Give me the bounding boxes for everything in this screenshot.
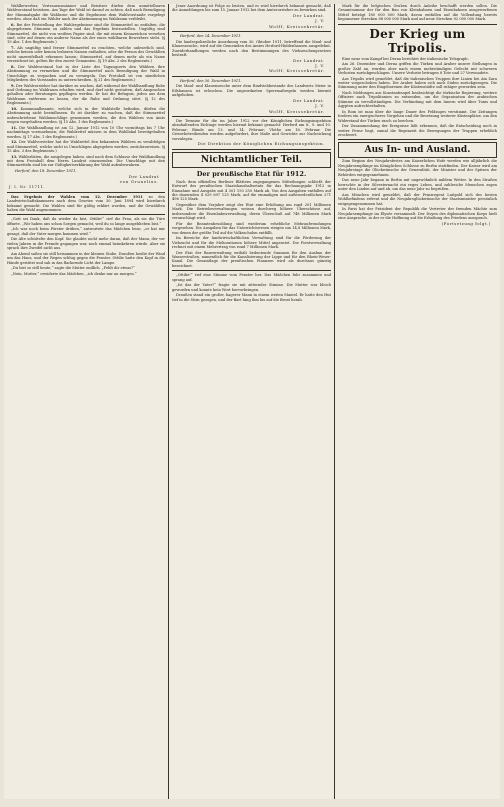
regulation-item: 11. Die Wahlhandlung ist am 12. Januar 1912 von 10 Uhr vormittags bis 7 Uhr nachmittags vorzunehmen; die Wahlzettel müssen in dem Wahllokal bereitgehalten werden. (§ 17 Abs. 1 des Reglements.)	[7, 125, 165, 139]
notice-paragraph: Die landespolizeiliche Anordnung vom 30. Oktober 1911, betreffend die Maul- und Klauenseuche, wird auf die Gemeinden des Amtes Herford-Hiddenhausen ausgedehnt. Zuwiderhandlungen werden nach den Bestimmungen des Viehseuchengesetzes bestraft.	[172, 39, 331, 58]
signature-name: J. V.	[315, 63, 325, 69]
fiction-paragraph: „Nein, Mutter,“ erwiderte das Mädchen, „ich denke nur an morgen.“	[11, 271, 137, 276]
news-paragraph: In Paris hat der Präsident der Republik die Vertreter der fremden Mächte zum Neujahrsempfange im Elysée versammelt. Der Doyen des diplomatischen Korps hielt eine Ansprache, in der er die Hoffnung auf die Erhaltung des Friedens aussprach.	[338, 207, 497, 220]
divider-double	[338, 139, 497, 140]
notice-paragraph: Die Maul- und Klauenseuche unter dem Rindviehbestande des Landwirts Meier in Eilshausen ist erloschen. Die angeordneten Sperrmaßregeln werden hiermit aufgehoben.	[172, 84, 331, 98]
regulation-item: 12. Der Wahlvorsteher hat die Wahlzettel den bekannten Wählern zu verabfolgen und Stimmzettel, welche nicht in Umschlägen abgegeben werden, zurückzuweisen. (§ 15 Abs. 3 des Reglements.)	[7, 140, 165, 153]
news-paragraph: Das neue Jahr begann in Berlin mit ungewöhnlich mildem Wetter. In den Straßen herrschte in der Silvesternacht ein reges Leben, und zahlreiche Menschen zogen unter den Linden auf und ab, um das neue Jahr zu begrüßen.	[338, 178, 497, 192]
regulation-item: 6. Bei der Feststellung der Wahlergebnisse sind die Stimmzettel zu entfalten, die abgegebenen Stimmen zu zählen und das Ergebnis festzustellen. Ungültig sind Stimmzettel, die nicht von weißem Papier sind, die mit einem Kennzeichen versehen sind, oder auf denen ein anderer Name als der eines wählbaren Bewerbers steht. (§ 19 Abs. 1 des Reglements.)	[7, 22, 165, 45]
intro-paragraph: Wahlbewerber, Vertrauensmänner und Beisitzer dürfen dem unmittelbaren Wahlvorstand beisitzen. Am Tage der Wahl ist darauf zu achten, daß nach Beendigung der Stimmabgabe die Wahlurne und die Ergebnisse dem Wahlvorstande vorgelegt werden, ohne daß ein Wähler nach der Abstimmung im Wahlraum verbleibt.	[7, 4, 165, 22]
news-paragraph: Aus München wird gemeldet, daß der Prinzregent Luitpold sich des besten Wohlbefindens erfreut und die Neujahrsglückwünsche der Staatsminister persönlich entgegengenommen hat.	[338, 192, 497, 206]
fiction-paragraph: Am Abend saßen sie still beisammen in der kleinen Stube. Draußen heulte der Wind um das Haus, und der Regen schlug gegen die Fenster. Ottilie hatte den Kopf in die Hände gestützt und sah in das flackernde Licht der Lampe.	[7, 251, 165, 265]
signature-name: J. V.	[315, 18, 325, 24]
signature-title: Der Landrat.	[293, 57, 325, 63]
divider	[7, 192, 165, 193]
section-heading: Nichtamtlicher Teil.	[172, 152, 331, 168]
signature-title: Der Landrat	[128, 173, 159, 179]
regulation-list	[7, 23, 165, 168]
article-paragraph: Im Bereiche der landwirtschaftlichen Verwaltung sind für die Förderung der Viehzucht und für die Meliorationen höhere Mittel angesetzt. Die Forstverwaltung rechnet mit einem Mehrertrag von rund 7 Millionen Mark.	[172, 236, 331, 249]
notice-paragraph: Die Termine für die im Jahre 1912 vor der Königlichen Eichungsinspektion abzuhaltenden Eichtage werden hiermit bekannt gemacht: Herford am 8., 9. und 10. Februar; Bünde am 13. und 14. Februar; Vlotho am 16. Februar. Die Gewerbetreibenden werden aufgefordert, ihre Maße und Gewichte zur Nacheichung vorzulegen.	[172, 119, 331, 141]
fiction-paragraph: „Ottilie!“ rief eine Stimme vom Fenster her. Das Mädchen fuhr zusammen und sprang auf.	[172, 273, 331, 282]
fiction-paragraph: „Ich war noch beim Förster drüben,“ antwortete das Mädchen leise, „er hat mir gesagt, daß der Vater morgen kommen wird.“	[7, 227, 165, 236]
article-paragraph: Gegenüber dem Vorjahre zeigt der Etat eine Erhöhung um rund 201 Millionen Mark. Die Betriebsverwaltungen weisen durchweg höhere Überschüsse auf, insbesondere die Eisenbahnverwaltung, deren Überschuß auf 748 Millionen Mark veranschlagt wird.	[172, 202, 331, 221]
war-paragraph: In Rom ist man über die lange Dauer des Feldzuges verstimmt. Die Zeitungen fordern ein energischeres Vorgehen und die Besetzung weiterer Küstenplätze, um den Widerstand der Türken rasch zu brechen.	[338, 109, 497, 123]
regulation-item: 7. Als ungültig sind ferner Stimmzettel zu erachten, welche unleserlich sind, welche keinen oder keinen lesbaren Namen enthalten, oder die Person des Gewählten nicht unzweifelhaft erkennen lassen; Stimmzettel, auf denen mehr als ein Name verzeichnet ist, gelten für den zuerst Genannten. (§ 19 Abs. 2 des Reglements.)	[7, 46, 165, 64]
budget-paragraph: Mark für die belgischen Gruben durch Anleihe beschafft werden sollen. Die Gesamtsumme der für den Bau von Kleinbahnen und Eisenbahnen ausgeworfenen Mittel beträgt 180 000 000 Mark; davon entfallen auf die Vollendung bereits begonnener Strecken 88 000 000 Mark und auf neue Strecken 92 000 000 Mark.	[338, 4, 497, 22]
divider-double	[172, 270, 331, 271]
divider	[172, 76, 331, 77]
signature-deputy: Wolff, Kreissekretär.	[268, 108, 325, 114]
fiction-paragraph: Die Alte schüttelte den Kopf. Sie glaubte nicht mehr daran, daß der Mann, der vor vielen Jahren in die Fremde gegangen war, noch einmal heimkehren würde. Aber sie sprach ihre Zweifel nicht aus.	[7, 237, 165, 251]
war-paragraph: Eine neue vom Kampf bei Derna berichtet der italienische Telegraph:	[342, 56, 469, 61]
war-paragraph: Nach Meldungen aus Konstantinopel beabsichtigt die türkische Regierung, weitere Offiziere nach Tripolitanien zu entsenden, um die Organisation der arabischen Stämme zu vervollständigen. Die Verbindung mit dem Innern wird über Tunis und Ägypten aufrechterhalten.	[338, 91, 497, 109]
divider-double	[172, 149, 331, 150]
signature-deputy: Wolff, Kreissekretär.	[268, 68, 325, 74]
signature-title: Der Landrat.	[293, 97, 325, 103]
reference-number: J. I. Nr. 11711.	[9, 185, 46, 190]
regulation-item: 10. Kommunalbeamte, welche sich in der Wahlstelle befinden, dürfen die Abstimmung nicht beeinflussen. Es ist darüber zu wachen, daß die Stimmzettel unbeschriebene Wahlumschläge genommen werden, die den Wählern von Amts wegen vorgehalten werden. (§ 15 Abs. 1 des Reglements.)	[7, 106, 165, 125]
column-3	[334, 4, 500, 799]
regulation-item: 13. Wählerlisten, die ausgelegen haben, sind nach dem Schlusse der Wahlhandlung mit dem Protokoll dem Herrn Landrat einzusenden. Die Umschläge mit den Stimmzetteln sind bis zur Gültigkeitserklärung der Wahl aufzubewahren.	[7, 154, 165, 168]
news-paragraph: Zum Beginn des Neujahrsfestes am Kaiserlichen Hofe werden wie alljährlich die Neujahrsempfänge im Königlichen Schlosse zu Berlin stattfinden. Der Kaiser wird am Neujahrstage die Glückwünsche der Generalität, der Minister und der Spitzen der Behörden entgegennehmen.	[338, 159, 497, 177]
column-2	[168, 4, 334, 799]
article-paragraph: Der Etat der Bauverwaltung enthält bedeutende Summen für den Ausbau der Wasserstraßen, namentlich für die Kanalisierung der Lippe und für den Rhein-Weser-Kanal. Die Gesamtlage der preußischen Finanzen wird als durchaus günstig bezeichnet.	[172, 250, 331, 268]
signature-authority: Die Direktion der Königlichen Eichungsinspektion.	[197, 141, 325, 147]
signature-name: von Grunelius.	[119, 178, 159, 184]
notice-date: Herford, den 30. Dezember 1911.	[180, 78, 242, 83]
section-heading: Aus In- und Ausland.	[338, 142, 497, 158]
signature-title: Der Landrat.	[293, 13, 325, 18]
article-headline: Der preußische Etat für 1912.	[196, 169, 307, 178]
notice-paragraph: Jener Anordnung ist Folge zu leisten, und es wird hierdurch bekannt gemacht, daß die Anmeldungen bis zum 15. Januar 1912 bei dem Amtsvorsteher zu bewirken sind.	[172, 4, 331, 13]
notice-date: Herford, den 18. Dezember 1911.	[15, 168, 77, 173]
regulation-item: 8. Der Wahlvorstand hat in der Liste des Tagungsorts den Wählern ihre Abstimmung zu vermerken und die Stimmzettel nach Beendigung der Wahl in Umschläge zu verpacken und zu versiegeln. Das Protokoll ist von sämtlichen Mitgliedern des Vorstandes zu unterschreiben. (§ 21 des Reglements.)	[7, 64, 165, 83]
article-paragraph: Nach dem offiziellen Berliner Blättern zugegangenen Mitteilungen schließt der Entwurf des preußischen Staatshaushaltsetats für das Rechnungsjahr 1912 in Einnahme und Ausgabe mit 4 301 193 250 Mark ab. Von den Ausgaben entfallen auf die dauernden 4 029 697 125 Mark, auf die einmaligen und außerordentlichen 271 496 125 Mark.	[172, 179, 331, 202]
notice-date: Herford, den 24. Dezember 1911.	[180, 34, 242, 39]
war-paragraph: Am 26. Dezember und Derna griffen die Türken und Araber unsere Stellungen in großer Zahl an, wurden aber nach einem mehrstündigen Gefecht mit schweren Verlusten zurückgeschlagen. Unsere Verluste betragen 8 Tote und 27 Verwundete.	[338, 62, 497, 76]
war-paragraph: Der Zusammenhang der Ereignisse läßt erkennen, daß die Entscheidung noch in weiter Ferne liegt, zumal die Regenzeit die Bewegungen der Truppen erheblich erschwert.	[338, 124, 497, 138]
article-paragraph: Für die Beamtenbesoldung sind wiederum erhebliche Mehraufwendungen vorgesehen. Die Ausgaben für das Unterrichtswesen steigen um 14,8 Millionen Mark, von denen der größte Teil auf die Volksschulen entfällt.	[172, 221, 331, 235]
signature-deputy: Wolff, Kreissekretär.	[268, 23, 325, 29]
fiction-paragraph: „Ist das der Vater?“ fragte sie mit zitternder Stimme. Die Mutter war bleich geworden und konnte kein Wort hervorbringen.	[172, 283, 331, 292]
column-1	[4, 4, 168, 799]
divider-double	[7, 214, 165, 215]
notice-paragraph: Das Ergebnis der Wahlen vom 12. Dezember 1911 zu den Landwirtschaftskammern nach dem Gesetze vom 30. Juni 1894 wird hierdurch bekannt gemacht. Die Wahlen sind für gültig erklärt worden, und die Gewählten haben die Wahl angenommen.	[7, 194, 165, 212]
fiction-paragraph: Draußen stand ein großer, hagerer Mann in einem weiten Mantel. Er hatte den Hut tief in die Stirn gezogen, und der Bart hing ihm bis auf die Brust herab.	[172, 293, 331, 302]
newspaper-page	[4, 4, 500, 799]
war-paragraph: Aus Tripolis wird gemeldet, daß die italienischen Truppen ihre Linien bei Ain Zara weiter vorgeschoben haben. Die Araber haben sich nach Süden zurückgezogen. Die Stimmung unter den Eingeborenen der Küstenstädte soll ruhiger geworden sein.	[338, 76, 497, 90]
war-headline: Der Krieg um Tripolis.	[369, 26, 466, 55]
divider	[172, 116, 331, 117]
fiction-paragraph: „Gott sei Dank, daß du wieder da bist, Ottilie!“ rief die Frau, als sie die Türe öffnete. „Wir haben uns schon Sorgen gemacht, weil du so lange ausgeblieben bist.“	[7, 217, 165, 226]
regulation-item: 9. Der Wahlvorsteher hat darüber zu wachen, daß während der Wahlhandlung Ruhe und Ordnung im Wahlraum erhalten wird, und darf nicht gestatten, daß Ansprachen gehalten oder Beratungen gepflogen werden. Er hat die Befugnis, jeden aus dem Wahlraum entfernen zu lassen, der die Ruhe und Ordnung stört. (§ 12 des Reglements.)	[7, 83, 165, 106]
continued-note: (Fortsetzung folgt.)	[441, 220, 491, 226]
fiction-paragraph: „Du bist so still heute,“ sagte die Mutter endlich. „Fehlt dir etwas?“	[11, 266, 135, 271]
divider-double	[338, 24, 497, 25]
signature-name: J. V.	[315, 103, 325, 109]
divider	[172, 31, 331, 32]
